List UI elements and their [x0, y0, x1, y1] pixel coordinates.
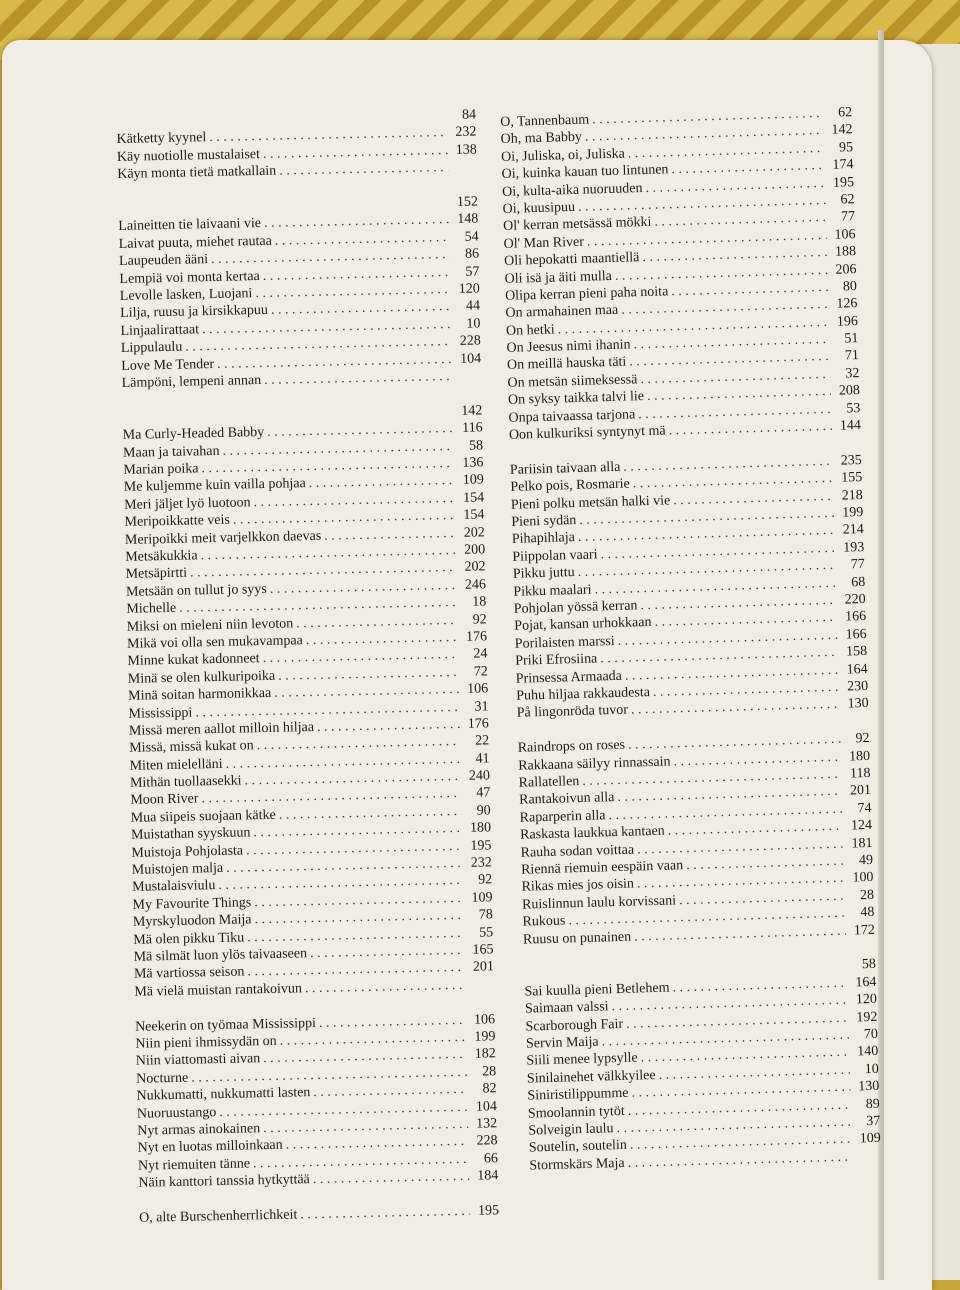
- page-number: 154: [463, 507, 485, 524]
- page-number: 193: [843, 539, 865, 556]
- song-title: Nyt armas ainokainen: [137, 1121, 261, 1139]
- page-number: 90: [476, 803, 491, 819]
- page-number: 118: [849, 765, 871, 782]
- page-number: 220: [844, 592, 866, 608]
- index-group: [510, 452, 869, 723]
- index-group: [135, 1011, 499, 1192]
- page-number: 104: [460, 350, 482, 367]
- song-title: Metsäpirtti: [125, 565, 188, 583]
- song-title: Raskasta laukkua kantaen: [519, 823, 665, 843]
- song-title: Oli hepokatti maantiellä: [503, 250, 640, 270]
- song-title: Priki Efrosiina: [515, 651, 598, 670]
- page-number: 120: [458, 281, 480, 297]
- page-number: 130: [847, 696, 869, 712]
- song-title: Lämpöni, lempeni annan: [121, 372, 262, 391]
- song-title: Oi, kuusipuu: [502, 199, 576, 217]
- page-number: 28: [481, 1064, 497, 1080]
- page-number: 235: [840, 452, 863, 469]
- song-title: Metsään on tullut jo syys: [125, 581, 267, 600]
- index-column-right: [500, 104, 882, 1192]
- song-title: Marian poika: [123, 461, 199, 478]
- dot-leader: [313, 1168, 470, 1189]
- song-title: Love Me Tender: [121, 356, 215, 374]
- song-title: Siili menee lypsylle: [526, 1050, 638, 1070]
- page-number: 66: [483, 1150, 499, 1167]
- song-title: Rakkaana säilyy rinnassain: [518, 754, 671, 774]
- song-title: Mä olen pikku Tiku: [133, 930, 245, 948]
- page-number: 109: [462, 472, 484, 489]
- page-number: 232: [470, 855, 492, 871]
- page-number: 199: [474, 1029, 496, 1045]
- song-title: On meillä hauska täti: [506, 355, 627, 374]
- page-number: 58: [468, 438, 484, 454]
- page-number: 202: [463, 524, 486, 541]
- song-title: Ol' kerran metsässä mökki: [502, 215, 652, 235]
- dot-leader: [279, 159, 448, 180]
- index-column-left: [116, 106, 500, 1244]
- page-number: 92: [477, 872, 493, 888]
- song-title: Pieni sydän: [511, 513, 577, 530]
- page-number: 195: [470, 837, 492, 854]
- page-number: 174: [832, 157, 854, 173]
- song-title: Meripoikki meit varjelkkon daevas: [124, 528, 322, 548]
- song-title: Neekerin on työmaa Mississippi: [134, 1015, 317, 1035]
- page-number: 201: [849, 783, 872, 799]
- dot-leader: [300, 1203, 470, 1224]
- page-number: 47: [476, 785, 491, 802]
- page-number: 109: [859, 1131, 881, 1147]
- song-title: Myrskyluodon Maija: [132, 912, 252, 931]
- song-title: On hetki: [505, 322, 555, 339]
- song-title: Pihapihlaja: [511, 530, 576, 548]
- page-number: 51: [844, 331, 859, 347]
- page-number: 202: [464, 559, 486, 576]
- index-group: [517, 730, 875, 948]
- page-number: 180: [469, 820, 492, 836]
- song-title: Linjaalirattaat: [120, 322, 200, 339]
- song-title: On Jeesus nimi ihanin: [506, 337, 631, 356]
- page-number: 166: [844, 609, 867, 625]
- page-number: 246: [464, 577, 487, 593]
- song-title: Nyt en luotas milloinkaan: [137, 1138, 283, 1157]
- song-title: Piippolan vaari: [512, 547, 598, 565]
- song-title: Laupeuden ääni: [118, 252, 209, 270]
- dot-leader: [264, 368, 453, 389]
- song-title: Mä silmät luon ylös taivaaseen: [133, 946, 308, 965]
- page-number: 22: [475, 733, 490, 749]
- song-title: Käyn monta tietä matkallain: [117, 163, 277, 183]
- page-number: 132: [476, 1116, 498, 1132]
- page-number: [451, 171, 477, 172]
- song-title: Saimaan valssi: [524, 999, 609, 1017]
- page-number: 195: [477, 1203, 500, 1219]
- song-title: Lilja, ruusu ja kirsikkapuu: [120, 303, 269, 322]
- song-title: On syksy taikka talvi lie: [507, 389, 645, 409]
- page-number: 182: [474, 1046, 496, 1063]
- song-title: Scarborough Fair: [525, 1016, 624, 1035]
- page-number: 31: [474, 698, 489, 715]
- page-number: 80: [842, 279, 858, 295]
- song-title: Minä se olen kulkuripoika: [127, 668, 276, 687]
- song-title: Kätketty kyynel: [116, 130, 207, 148]
- song-title: O, Tannenbaum: [500, 112, 590, 130]
- song-title: Porilaisten marssi: [514, 633, 615, 652]
- page-number: 180: [848, 748, 871, 765]
- song-title: Pieni polku metsän halki vie: [510, 493, 671, 513]
- song-title: Nuoruustango: [136, 1104, 217, 1122]
- page-number: 166: [845, 626, 867, 643]
- page-number: 155: [841, 470, 863, 486]
- page-number: 24: [473, 646, 488, 662]
- song-title: Minä soitan harmonikkaa: [128, 685, 272, 704]
- song-title: Solveigin laulu: [528, 1121, 614, 1139]
- page-number: 84: [461, 107, 477, 123]
- page-number: 126: [836, 296, 858, 312]
- page-number: 230: [846, 678, 869, 695]
- song-title: Onpa taivaassa tarjona: [508, 406, 636, 426]
- page-number: 55: [479, 924, 494, 941]
- song-title: Muistathan syyskuun: [130, 825, 251, 844]
- song-title: Me kuljemme kuin vailla pohjaa: [123, 476, 306, 496]
- page-number: 136: [462, 455, 484, 471]
- song-title: Moon River: [130, 791, 199, 809]
- song-title: Servin Maija: [525, 1034, 599, 1052]
- song-title: Muistoja Pohjolasta: [131, 843, 244, 861]
- page-number: 120: [855, 992, 878, 1008]
- page-number: 148: [457, 211, 479, 228]
- song-title: Meri jäljet lyö luotoon: [124, 495, 251, 513]
- song-title: Muistojen malja: [131, 860, 224, 878]
- page-number: 44: [465, 298, 481, 315]
- song-title: Rauha sodan voittaa: [520, 842, 635, 861]
- song-title: Raindrops on roses: [517, 738, 626, 757]
- page-number: 196: [836, 313, 859, 330]
- song-title: Soutelin, soutelin: [528, 1138, 628, 1156]
- page-number: 154: [462, 490, 485, 506]
- song-title: Nocturne: [136, 1070, 189, 1087]
- song-title: Mikä voi olla sen mukavampaa: [126, 633, 303, 652]
- song-title: Nyt riemuiten tänne: [137, 1156, 251, 1174]
- song-title: Rikas mies jos oisin: [521, 876, 635, 896]
- song-title: Oi, kulta-aika nuoruuden: [501, 180, 643, 200]
- page-number: 172: [853, 922, 876, 939]
- song-title: Pelko pois, Rosmarie: [510, 476, 630, 496]
- song-title: Mississippi: [128, 705, 193, 722]
- song-title: Ruislinnun laulu korvissani: [521, 893, 677, 913]
- page-number: 10: [466, 316, 481, 332]
- song-title: Rukous: [522, 913, 566, 930]
- page-number: 53: [846, 400, 861, 417]
- page-number: 116: [462, 420, 483, 437]
- page-number: 74: [857, 800, 872, 817]
- page-number: [456, 379, 482, 380]
- song-title: Metsäkukkia: [125, 548, 198, 565]
- song-title: Sai kuulla pieni Betlehem: [524, 980, 670, 1000]
- page-number: 92: [855, 731, 870, 747]
- song-title: Riennä riemuin eespäin vaan: [520, 858, 684, 878]
- song-title: Pohjolan yössä kerran: [513, 598, 638, 617]
- page-number: 86: [464, 246, 480, 262]
- song-title: My Favourite Things: [132, 895, 252, 913]
- page-number: 57: [465, 264, 480, 280]
- song-title: Maan ja taivahan: [122, 443, 220, 461]
- page-number: 77: [840, 209, 856, 225]
- song-title: Käy nuotiolle mustalaiset: [116, 146, 261, 165]
- page-number: 142: [461, 403, 483, 419]
- page-number: 184: [477, 1168, 499, 1184]
- song-title: Prinsessa Armaada: [515, 668, 623, 687]
- page-number: 181: [851, 835, 873, 852]
- song-title: Näin kanttori tanssia hytkyttää: [138, 1172, 310, 1191]
- index-group: [122, 402, 494, 1001]
- dot-leader: [668, 418, 832, 440]
- song-title: Pikku juttu: [512, 565, 575, 583]
- song-title: Mä vartiossa seison: [133, 964, 245, 983]
- song-title: Mustalaisviulu: [132, 878, 216, 896]
- song-title: On metsän siimeksessä: [507, 372, 638, 391]
- song-title: Sinilainehet välkkyilee: [526, 1067, 656, 1087]
- page-number: 124: [850, 818, 873, 834]
- song-title: På lingonröda tuvor: [516, 703, 629, 722]
- song-title: Levolle lasken, Luojani: [119, 286, 253, 304]
- page-number: 104: [475, 1098, 498, 1115]
- song-title: Lippulaulu: [120, 339, 183, 357]
- song-title: Mithän tuollaasekki: [129, 773, 242, 791]
- page-number: 32: [845, 365, 860, 382]
- page-number: 228: [476, 1133, 498, 1150]
- song-title: Smoolannin tytöt: [527, 1103, 625, 1122]
- page-number: 232: [455, 124, 477, 141]
- page-number: 140: [857, 1044, 879, 1060]
- page-number: 200: [464, 542, 486, 558]
- page-number: 164: [855, 974, 877, 991]
- page-number: 176: [467, 716, 490, 732]
- song-title: Oi, kuinka kauan tuo lintunen: [501, 162, 669, 183]
- song-title: Oh, ma Babby: [500, 130, 583, 148]
- song-title: Meripoikkatte veis: [124, 512, 231, 531]
- page-number: 142: [831, 122, 853, 139]
- song-title: Olipa kerran pieni paha noita: [504, 284, 669, 304]
- page-number: 18: [472, 594, 487, 610]
- page-number: 95: [838, 139, 854, 156]
- dot-leader: [305, 977, 466, 998]
- page-number: 28: [859, 887, 875, 904]
- page-number: 201: [472, 959, 495, 976]
- index-group: [139, 1202, 499, 1227]
- page-number: 70: [863, 1026, 879, 1043]
- page-number: 130: [858, 1078, 880, 1095]
- song-title: Minne kukat kadonneet: [127, 651, 260, 670]
- song-title: Niin viattomasti aivan: [135, 1051, 261, 1070]
- song-title: Raparperin alla: [519, 808, 606, 826]
- index-group: [116, 106, 477, 183]
- index-entry: [139, 1202, 499, 1227]
- song-title: Pariisin taivaan alla: [509, 459, 621, 478]
- song-title: On armahainen maa: [505, 303, 619, 322]
- song-title: Missä, missä kukat on: [129, 738, 254, 757]
- page-number: 214: [842, 522, 864, 539]
- page-number: 228: [459, 333, 481, 350]
- song-title: Stormskärs Maja: [529, 1155, 625, 1174]
- page-number: 41: [475, 750, 490, 767]
- song-title: Ol' Man River: [503, 234, 585, 252]
- page-number: 82: [482, 1081, 497, 1097]
- song-title: Missä meren aallot milloin hiljaa: [128, 719, 315, 739]
- page-number: 89: [865, 1096, 880, 1112]
- song-title: Rallatellen: [518, 774, 580, 791]
- page-number: 78: [478, 907, 494, 923]
- index-group: [118, 194, 482, 393]
- page-number: 58: [861, 957, 877, 973]
- page-number: 165: [472, 942, 494, 958]
- song-title: Siniristilippumme: [527, 1085, 629, 1104]
- song-title: Pikku maalari: [513, 582, 592, 600]
- song-title: Ma Curly-Headed Babby: [122, 425, 265, 444]
- page-number: [855, 1160, 881, 1161]
- index-group: [524, 956, 882, 1174]
- page-number: 106: [473, 1011, 496, 1028]
- page-number: 72: [473, 664, 488, 680]
- page-number: 158: [845, 644, 868, 660]
- page-number: 54: [464, 229, 479, 245]
- page-number: 106: [466, 681, 489, 697]
- page-number: 176: [465, 629, 488, 645]
- page-number: 206: [835, 261, 857, 278]
- index-group: [500, 104, 861, 444]
- page-number: 199: [842, 505, 864, 521]
- page-number: 77: [850, 557, 865, 573]
- song-title: Puhu hiljaa rakkaudesta: [516, 685, 651, 704]
- song-title: Pojat, kansan urhokkaan: [514, 615, 652, 635]
- song-title: Oi, Juliska, oi, Juliska: [500, 146, 626, 165]
- page-number: 188: [834, 244, 857, 260]
- page-number: 240: [468, 768, 491, 784]
- page-number: 208: [838, 383, 861, 399]
- page-number: 100: [852, 870, 874, 886]
- page-number: 62: [840, 192, 855, 208]
- song-title: Laineitten tie laivaani vie: [118, 216, 262, 235]
- page-number: 109: [471, 890, 493, 906]
- page-number: 164: [846, 661, 868, 678]
- page-number: 106: [834, 226, 856, 243]
- page-number: 152: [456, 194, 479, 210]
- page-number: [468, 988, 494, 989]
- page-number: 62: [837, 105, 853, 121]
- page-number: 192: [856, 1009, 878, 1026]
- song-title: Ruusu on punainen: [522, 929, 632, 948]
- page-number: 37: [866, 1113, 881, 1130]
- song-title: Mä vielä muistan rantakoivun: [134, 981, 303, 1000]
- page-number: 48: [860, 905, 875, 921]
- page-number: 68: [851, 574, 866, 591]
- page-number: 10: [864, 1061, 880, 1077]
- song-title: Michelle: [126, 601, 177, 618]
- song-title: Miten mielelläni: [129, 756, 223, 774]
- song-title: Niin pieni ihmissydän on: [135, 1033, 277, 1052]
- song-title: Laivat puuta, miehet rautaa: [118, 233, 273, 252]
- page-number: 49: [858, 852, 874, 869]
- page-number: 92: [472, 611, 487, 628]
- song-title: Oli isä ja äiti mulla: [504, 268, 613, 287]
- page-number: 138: [455, 142, 477, 158]
- song-title: Oon kulkuriksi syntynyt mä: [508, 423, 666, 443]
- page-number: 144: [839, 418, 862, 434]
- song-title: Mua siipeis suojaan kätke: [130, 807, 276, 826]
- song-title: Lempiä voi monta kertaa: [119, 268, 260, 287]
- song-title: Miksi on mieleni niin levoton: [126, 615, 294, 635]
- song-title: Rantakoivun alla: [518, 790, 615, 809]
- page-number: 195: [832, 174, 855, 191]
- song-title: Nukkumatti, nukkumatti lasten: [136, 1085, 311, 1104]
- page-number: 218: [841, 487, 863, 504]
- song-title: O, alte Burschenherrlichkeit: [138, 1207, 298, 1226]
- page-number: 71: [844, 348, 860, 364]
